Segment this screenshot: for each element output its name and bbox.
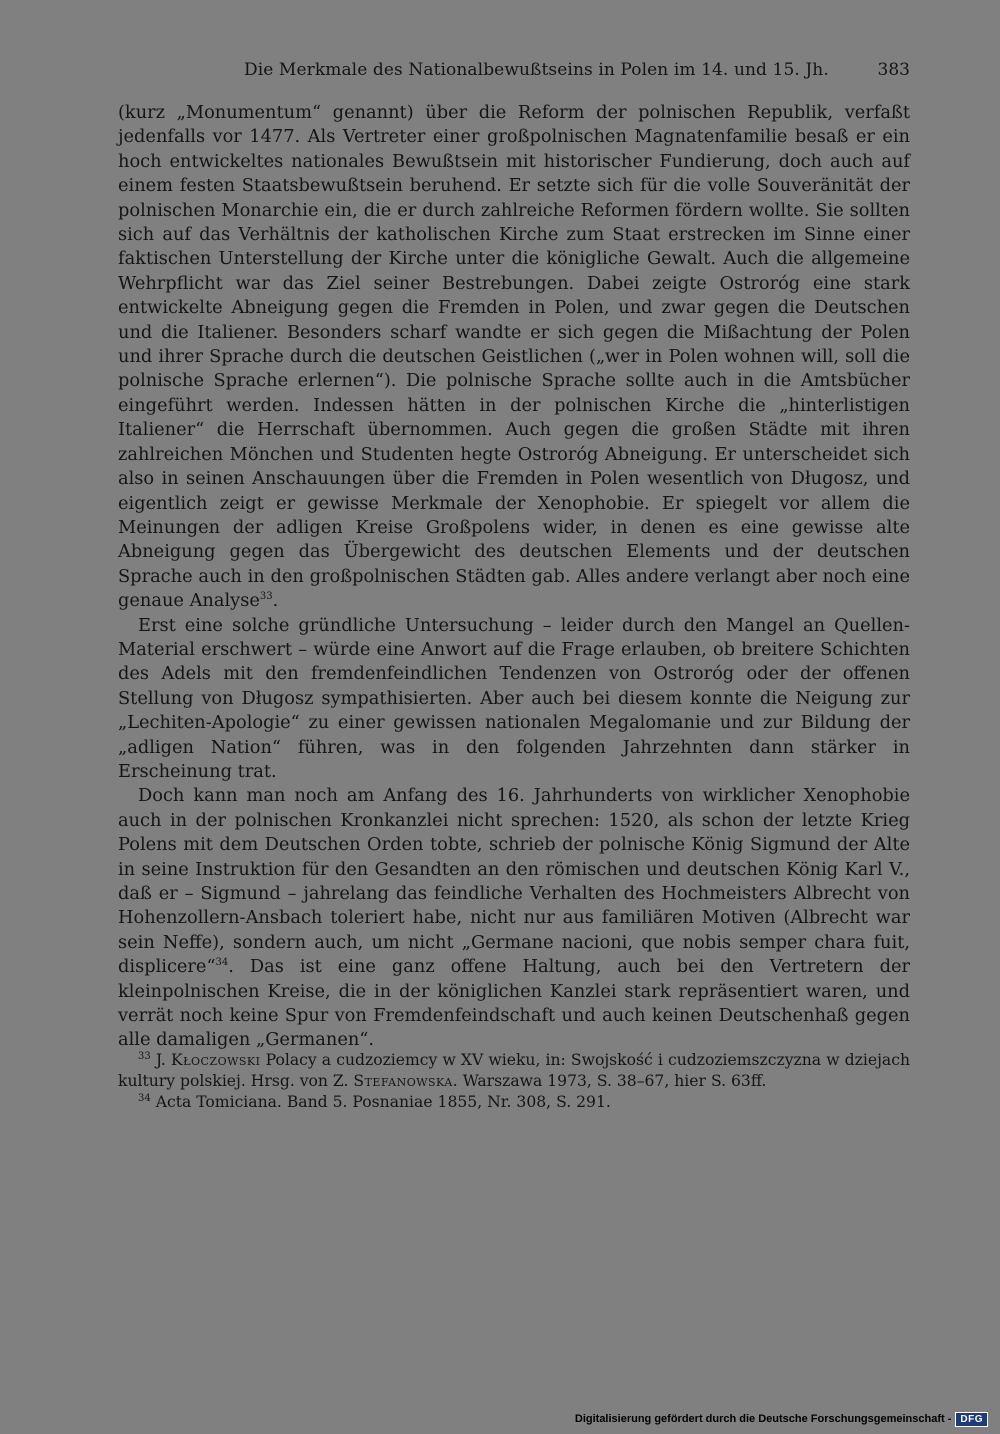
paragraph-3	[118, 784, 910, 1052]
footnote-ref-34[interactable]: 34	[215, 957, 229, 969]
paragraph-3-text-a: Doch kann man noch am Anfang des 16. Jahrhunderts von wirklicher Xenophobie auch in der polnischen Kronkanzlei nicht sprechen: 1520, als schon der letzte Krieg Polens mit dem Deutschen Orden tobte, schrieb der polnische König Sigmund der Alte in seine Instruktion für den Gesandten an den römischen und deutschen König Karl V., daß er – Sigmund – jahrelang das feindliche Verhalten des Hochmeisters Albrecht von Hohenzollern-Ansbach toleriert habe, nicht nur aus familiären Motiven (Albrecht war sein Neffe), sondern auch, um nicht „Germane nacioni, que nobis semper chara fuit, displicere“	[118, 785, 910, 978]
page-number: 383	[877, 60, 910, 80]
running-title: Die Merkmale des Nationalbewußtseins in Polen im 14. und 15. Jh.	[244, 60, 829, 80]
footnote-33-number: 33	[138, 1050, 151, 1062]
digitization-credit-bar	[575, 1410, 988, 1428]
footnote-33-text-a: J.	[155, 1051, 171, 1069]
dfg-logo-icon: DFG	[955, 1412, 988, 1427]
paragraph-1-end: .	[272, 590, 279, 612]
footnote-ref-33[interactable]: 33	[259, 591, 273, 603]
footnote-34-number: 34	[138, 1092, 151, 1104]
paragraph-3-text-b: . Das ist eine ganz offene Haltung, auch bei den Vertretern der kleinpolnischen Kreise, die in der königlichen Kanzlei stark repräsentiert waren, und verrät noch keine Spur von Fremdenfeindschaft und auch keinen Deutschenhaß gegen alle damaligen „Germanen“.	[118, 956, 910, 1051]
footnote-33-author: Kłoczowski	[170, 1051, 261, 1069]
paragraph-1-text: (kurz „Monumentum“ genannt) über die Reform der polnischen Republik, verfaßt jedenfalls vor 1477. Als Vertreter einer großpolnischen Magnatenfamilie besaß er ein hoch entwickeltes nationales Bewußtsein mit historischer Fundierung, doch auch auf einem festen Staatsbewußtsein beruhend. Er setzte sich für die volle Souveränität der polnischen Monarchie ein, die er durch zahlreiche Reformen fördern wollte. Sie sollten sich auf das Verhältnis der katholischen Kirche zum Staat erstrecken im Sinne einer faktischen Unterstellung der Kirche unter die königliche Gewalt. Auch die allgemeine Wehrpflicht war das Ziel seiner Bestrebungen. Dabei zeigte Ostroróg eine stark entwickelte Abneigung gegen die Fremden in Polen, und zwar gegen die Deutschen und die Italiener. Besonders scharf wandte er sich gegen die Mißachtung der Polen und ihrer Sprache durch die deutschen Geistlichen („wer in Polen wohnen will, soll die polnische Sprache erlernen“). Die polnische Sprache sollte auch in die Amtsbücher eingeführt werden. Indessen hätten in der polnischen Kirche die „hinterlistigen Italiener“ die Herrschaft übernommen. Auch gegen die großen Städte mit ihren zahlreichen Mönchen und Studenten hegte Ostroróg Abneigung. Er unterscheidet sich also in seinen Anschauungen über die Fremden in Polen wesentlich von Długosz, und eigentlich zeigt er gewisse Merkmale der Xenophobie. Er spiegelt vor allem die Meinungen der adligen Kreise Großpolens wider, in denen es eine gewisse alte Abneigung gegen das Übergewicht des deutschen Elements und der deutschen Sprache auch in den großpolnischen Städten gab. Alles andere verlangt aber noch eine genaue Analyse	[118, 102, 910, 612]
footnote-33-editor: Stefanowska	[353, 1072, 453, 1090]
body-text	[118, 101, 910, 1053]
footnote-33-text-b: Polacy a cudzoziemcy w XV wieku, in: Swojskość i cudzoziemszczyzna w dziejach kultury polskiej. Hrsg. von Z.	[118, 1051, 910, 1090]
digitization-credit: Digitalisierung gefördert durch die Deutsche Forschungsgemeinschaft -	[574, 1413, 952, 1425]
footnote-33-text-c: . Warszawa 1973, S. 38–67, hier S. 63ff.	[452, 1072, 767, 1090]
footnote-34-text: Acta Tomiciana. Band 5. Posnaniae 1855, Nr. 308, S. 291.	[155, 1093, 611, 1111]
footnotes	[118, 1050, 910, 1113]
paragraph-2: Erst eine solche gründliche Untersuchung – leider durch den Mangel an Quellen-Material erschwert – würde eine Anwort auf die Frage erlauben, ob breitere Schichten des Adels mit den fremdenfeindlichen Tendenzen von Ostroróg oder der offenen Stellung von Długosz sympathisierten. Aber auch bei diesem konnte die Neigung zur „Lechiten-Apologie“ zu einer gewissen nationalen Megalomanie und zur Bildung der „adligen Nation“ führen, was in den folgenden Jahrzehnten dann stärker in Erscheinung trat.	[118, 614, 910, 782]
footnote-33	[118, 1050, 910, 1092]
footnote-34	[118, 1092, 910, 1113]
running-head	[118, 60, 910, 84]
paragraph-1	[118, 101, 910, 614]
